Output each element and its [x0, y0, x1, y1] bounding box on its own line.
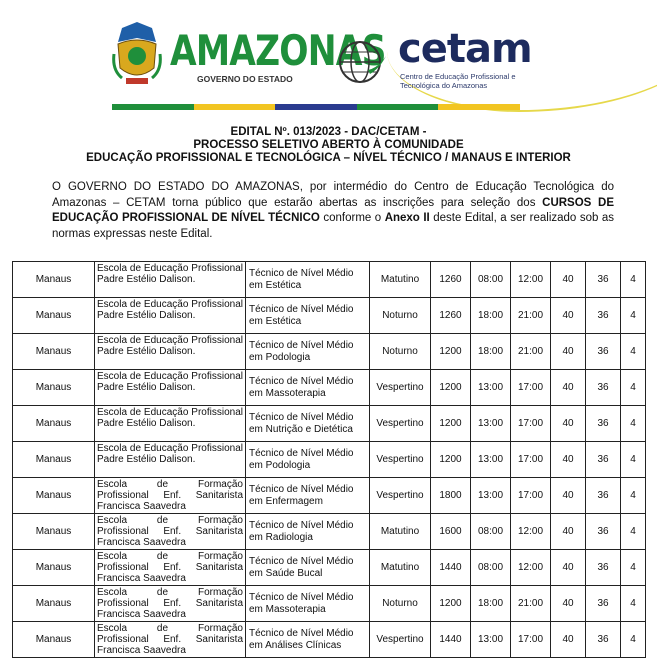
start-time-cell: 13:00	[471, 622, 511, 658]
school-cell: Escola de Educação Profissional Padre Estélio Dalison.	[95, 442, 246, 478]
stripe-segment	[275, 104, 357, 110]
start-time-cell: 13:00	[471, 406, 511, 442]
city-cell: Manaus	[13, 586, 95, 622]
stripe-segment	[194, 104, 276, 110]
vacancies-general-cell: 36	[586, 478, 621, 514]
table-row	[13, 478, 646, 514]
shift-cell: Matutino	[370, 262, 431, 298]
vacancies-reserved-cell: 4	[621, 406, 646, 442]
cetam-globe-icon	[334, 34, 390, 90]
vacancies-general-cell: 36	[586, 586, 621, 622]
vacancies-reserved-cell: 4	[621, 514, 646, 550]
vacancies-general-cell: 36	[586, 442, 621, 478]
school-cell: Escola de Formação Profissional Enf. Sanitarista Francisca Saavedra	[95, 514, 246, 550]
vacancies-total-cell: 40	[551, 550, 586, 586]
end-time-cell: 17:00	[511, 370, 551, 406]
vacancies-general-cell: 36	[586, 298, 621, 334]
intro-bold-annex: Anexo II	[384, 212, 430, 224]
school-cell: Escola de Formação Profissional Enf. Sanitarista Francisca Saavedra	[95, 550, 246, 586]
hours-cell: 1200	[431, 334, 471, 370]
courses-table	[12, 261, 646, 658]
shift-cell: Vespertino	[370, 370, 431, 406]
stripe-segment	[357, 104, 439, 110]
table-row	[13, 298, 646, 334]
vacancies-total-cell: 40	[551, 298, 586, 334]
school-cell: Escola de Educação Profissional Padre Estélio Dalison.	[95, 262, 246, 298]
end-time-cell: 12:00	[511, 550, 551, 586]
vacancies-reserved-cell: 4	[621, 622, 646, 658]
course-cell: Técnico de Nível Médio em Radiologia	[246, 514, 370, 550]
end-time-cell: 17:00	[511, 406, 551, 442]
hours-cell: 1200	[431, 586, 471, 622]
vacancies-total-cell: 40	[551, 334, 586, 370]
vacancies-general-cell: 36	[586, 406, 621, 442]
course-cell: Técnico de Nível Médio em Massoterapia	[246, 370, 370, 406]
vacancies-general-cell: 36	[586, 550, 621, 586]
course-cell: Técnico de Nível Médio em Enfermagem	[246, 478, 370, 514]
shift-cell: Vespertino	[370, 478, 431, 514]
school-cell: Escola de Educação Profissional Padre Estélio Dalison.	[95, 406, 246, 442]
school-cell: Escola de Educação Profissional Padre Estélio Dalison.	[95, 334, 246, 370]
stripe-segment	[112, 104, 194, 110]
hours-cell: 1440	[431, 622, 471, 658]
school-cell: Escola de Formação Profissional Enf. Sanitarista Francisca Saavedra	[95, 478, 246, 514]
city-cell: Manaus	[13, 262, 95, 298]
hours-cell: 1600	[431, 514, 471, 550]
shift-cell: Noturno	[370, 298, 431, 334]
vacancies-general-cell: 36	[586, 334, 621, 370]
table-row	[13, 622, 646, 658]
vacancies-total-cell: 40	[551, 370, 586, 406]
hours-cell: 1260	[431, 262, 471, 298]
school-cell: Escola de Formação Profissional Enf. Sanitarista Francisca Saavedra	[95, 622, 246, 658]
intro-bold-courses: CURSOS DE EDUCAÇÃO PROFISSIONAL DE NÍVEL TÉCNICO	[52, 196, 615, 224]
vacancies-reserved-cell: 4	[621, 370, 646, 406]
table-row	[13, 262, 646, 298]
edital-scope: EDUCAÇÃO PROFISSIONAL E TECNOLÓGICA – NÍVEL TÉCNICO / MANAUS E INTERIOR	[86, 152, 571, 164]
vacancies-reserved-cell: 4	[621, 478, 646, 514]
start-time-cell: 08:00	[471, 550, 511, 586]
course-cell: Técnico de Nível Médio em Nutrição e Dietética	[246, 406, 370, 442]
table-row	[13, 334, 646, 370]
document-header	[0, 0, 657, 118]
vacancies-total-cell: 40	[551, 514, 586, 550]
intro-text-3: deste Edital, a ser realizado sob as normas expressas neste Edital.	[52, 212, 615, 240]
vacancies-total-cell: 40	[551, 622, 586, 658]
vacancies-general-cell: 36	[586, 262, 621, 298]
city-cell: Manaus	[13, 370, 95, 406]
city-cell: Manaus	[13, 550, 95, 586]
end-time-cell: 21:00	[511, 586, 551, 622]
start-time-cell: 08:00	[471, 514, 511, 550]
end-time-cell: 17:00	[511, 442, 551, 478]
end-time-cell: 12:00	[511, 262, 551, 298]
vacancies-reserved-cell: 4	[621, 550, 646, 586]
edital-number: EDITAL Nº. 013/2023 - DAC/CETAM -	[230, 126, 427, 138]
edital-titles	[0, 126, 657, 165]
city-cell: Manaus	[13, 406, 95, 442]
shift-cell: Vespertino	[370, 622, 431, 658]
end-time-cell: 12:00	[511, 514, 551, 550]
table-row	[13, 370, 646, 406]
start-time-cell: 18:00	[471, 298, 511, 334]
city-cell: Manaus	[13, 514, 95, 550]
intro-text-2: conforme o	[319, 212, 385, 224]
table-row	[13, 514, 646, 550]
vacancies-reserved-cell: 4	[621, 586, 646, 622]
start-time-cell: 18:00	[471, 586, 511, 622]
end-time-cell: 21:00	[511, 334, 551, 370]
shift-cell: Matutino	[370, 514, 431, 550]
amazonas-logo-text: AMAZONAS	[170, 26, 386, 75]
start-time-cell: 13:00	[471, 370, 511, 406]
course-cell: Técnico de Nível Médio em Podologia	[246, 442, 370, 478]
intro-paragraph	[52, 180, 614, 242]
vacancies-general-cell: 36	[586, 622, 621, 658]
course-cell: Técnico de Nível Médio em Estética	[246, 262, 370, 298]
vacancies-total-cell: 40	[551, 442, 586, 478]
table-row	[13, 442, 646, 478]
end-time-cell: 17:00	[511, 622, 551, 658]
amazonas-logo-subtitle: GOVERNO DO ESTADO	[197, 74, 293, 84]
city-cell: Manaus	[13, 622, 95, 658]
city-cell: Manaus	[13, 334, 95, 370]
course-cell: Técnico de Nível Médio em Saúde Bucal	[246, 550, 370, 586]
course-cell: Técnico de Nível Médio em Massoterapia	[246, 586, 370, 622]
shift-cell: Vespertino	[370, 442, 431, 478]
course-cell: Técnico de Nível Médio em Análises Clínicas	[246, 622, 370, 658]
end-time-cell: 21:00	[511, 298, 551, 334]
vacancies-reserved-cell: 4	[621, 298, 646, 334]
start-time-cell: 18:00	[471, 334, 511, 370]
hours-cell: 1800	[431, 478, 471, 514]
shift-cell: Noturno	[370, 586, 431, 622]
cetam-logo-text: cetam	[398, 26, 532, 72]
shift-cell: Noturno	[370, 334, 431, 370]
cetam-logo-subtitle: Centro de Educação Profissional e Tecnológica do Amazonas	[400, 72, 516, 90]
vacancies-total-cell: 40	[551, 262, 586, 298]
school-cell: Escola de Educação Profissional Padre Estélio Dalison.	[95, 298, 246, 334]
start-time-cell: 13:00	[471, 442, 511, 478]
table-row	[13, 550, 646, 586]
hours-cell: 1200	[431, 442, 471, 478]
vacancies-total-cell: 40	[551, 406, 586, 442]
vacancies-reserved-cell: 4	[621, 442, 646, 478]
hours-cell: 1200	[431, 370, 471, 406]
school-cell: Escola de Educação Profissional Padre Estélio Dalison.	[95, 370, 246, 406]
hours-cell: 1200	[431, 406, 471, 442]
hours-cell: 1440	[431, 550, 471, 586]
vacancies-total-cell: 40	[551, 478, 586, 514]
amazonas-coat-of-arms-icon	[112, 20, 162, 90]
school-cell: Escola de Formação Profissional Enf. Sanitarista Francisca Saavedra	[95, 586, 246, 622]
city-cell: Manaus	[13, 298, 95, 334]
color-stripe	[112, 104, 520, 110]
start-time-cell: 13:00	[471, 478, 511, 514]
course-cell: Técnico de Nível Médio em Estética	[246, 298, 370, 334]
stripe-segment	[438, 104, 520, 110]
vacancies-reserved-cell: 4	[621, 262, 646, 298]
shift-cell: Matutino	[370, 550, 431, 586]
start-time-cell: 08:00	[471, 262, 511, 298]
city-cell: Manaus	[13, 478, 95, 514]
end-time-cell: 17:00	[511, 478, 551, 514]
course-cell: Técnico de Nível Médio em Podologia	[246, 334, 370, 370]
shift-cell: Vespertino	[370, 406, 431, 442]
vacancies-reserved-cell: 4	[621, 334, 646, 370]
edital-process: PROCESSO SELETIVO ABERTO À COMUNIDADE	[193, 139, 464, 151]
vacancies-general-cell: 36	[586, 514, 621, 550]
table-row	[13, 586, 646, 622]
city-cell: Manaus	[13, 442, 95, 478]
table-row	[13, 406, 646, 442]
intro-text-1: O GOVERNO DO ESTADO DO AMAZONAS, por intermédio do Centro de Educação Tecnológica do Amazonas – CETAM torna público que estarão abertas as inscrições para seleção dos	[52, 181, 614, 209]
vacancies-general-cell: 36	[586, 370, 621, 406]
vacancies-total-cell: 40	[551, 586, 586, 622]
hours-cell: 1260	[431, 298, 471, 334]
